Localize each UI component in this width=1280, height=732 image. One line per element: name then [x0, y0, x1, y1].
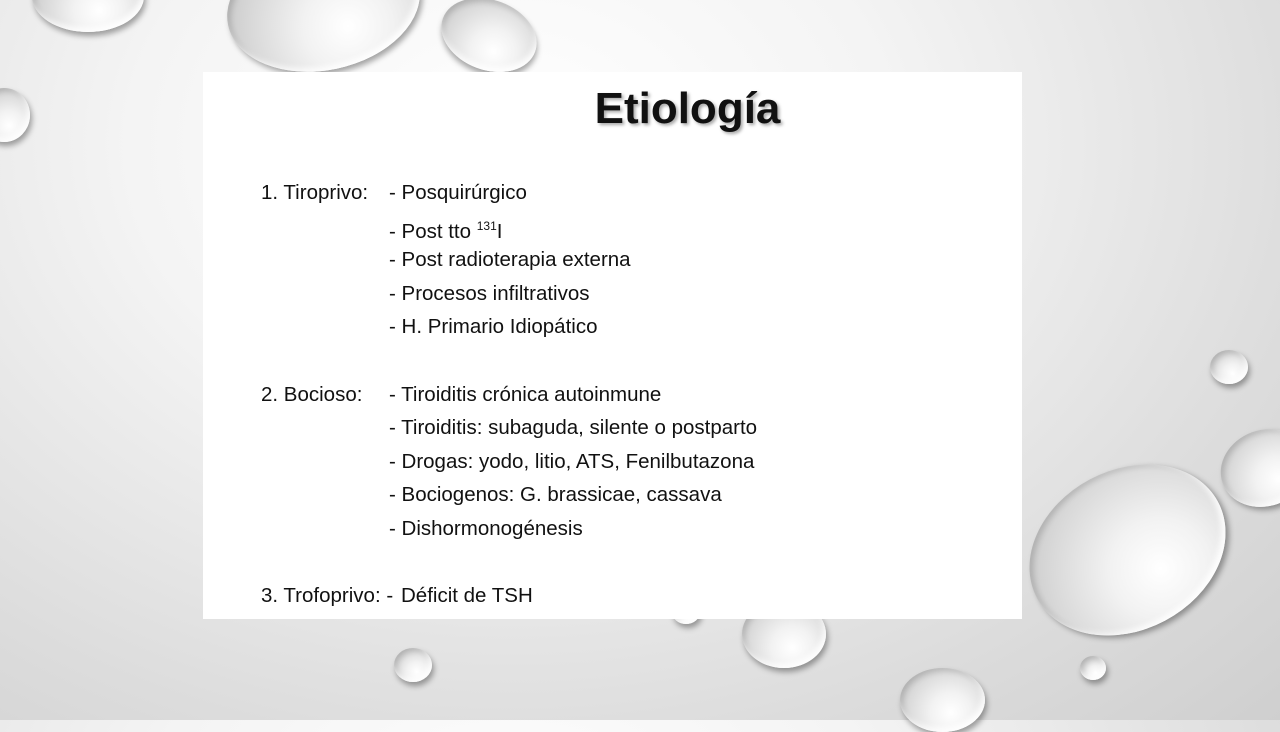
- water-drop-decoration: [0, 88, 30, 142]
- list-item: - Tiroiditis crónica autoinmune: [389, 382, 662, 406]
- slide-image: [203, 72, 1022, 619]
- isotope-superscript: 131: [476, 218, 497, 233]
- group-label-bocioso: 2. Bocioso:: [261, 382, 363, 406]
- list-row: [261, 478, 1001, 512]
- list-item: - Drogas: yodo, litio, ATS, Fenilbutazona: [389, 449, 755, 473]
- list-item: - Posquirúrgico: [389, 181, 527, 204]
- water-drop-decoration: [900, 668, 985, 732]
- water-drop-decoration: [32, 0, 144, 32]
- list-row: [261, 310, 1001, 344]
- list-row: [261, 411, 1001, 445]
- list-row: [261, 445, 1001, 479]
- list-row: [261, 378, 1001, 412]
- list-row: [261, 277, 1001, 311]
- water-drop-decoration: [1080, 656, 1106, 680]
- water-drop-decoration: [1210, 417, 1280, 519]
- list-row: [261, 512, 1001, 546]
- list-item: - Post radioterapia externa: [389, 248, 631, 272]
- list-row: [261, 243, 1001, 277]
- list-row: [261, 176, 1001, 210]
- list-row: [261, 210, 1001, 244]
- list-item: - Post tto $^{131}$I: [389, 218, 503, 243]
- etiology-list: [261, 176, 1001, 613]
- list-row: [261, 579, 1001, 613]
- group-label-trofoprivo: 3. Trofoprivo: -: [261, 584, 394, 608]
- slide-title: Etiología: [594, 84, 781, 133]
- list-item: - Tiroiditis: subaguda, silente o postparto: [389, 416, 758, 440]
- list-item: - Bociogenos: G. brassicae, cassava: [389, 483, 722, 507]
- list-item: Déficit de TSH: [401, 584, 533, 608]
- group-label-tiroprivo: 1. Tiroprivo:: [261, 181, 369, 204]
- list-item: - Procesos infiltrativos: [389, 281, 590, 305]
- water-drop-decoration: [1210, 350, 1248, 384]
- list-item: - H. Primario Idiopático: [389, 315, 598, 339]
- water-drop-decoration: [999, 431, 1255, 669]
- list-item: - Dishormonogénesis: [389, 516, 583, 540]
- water-drop-decoration: [394, 648, 432, 682]
